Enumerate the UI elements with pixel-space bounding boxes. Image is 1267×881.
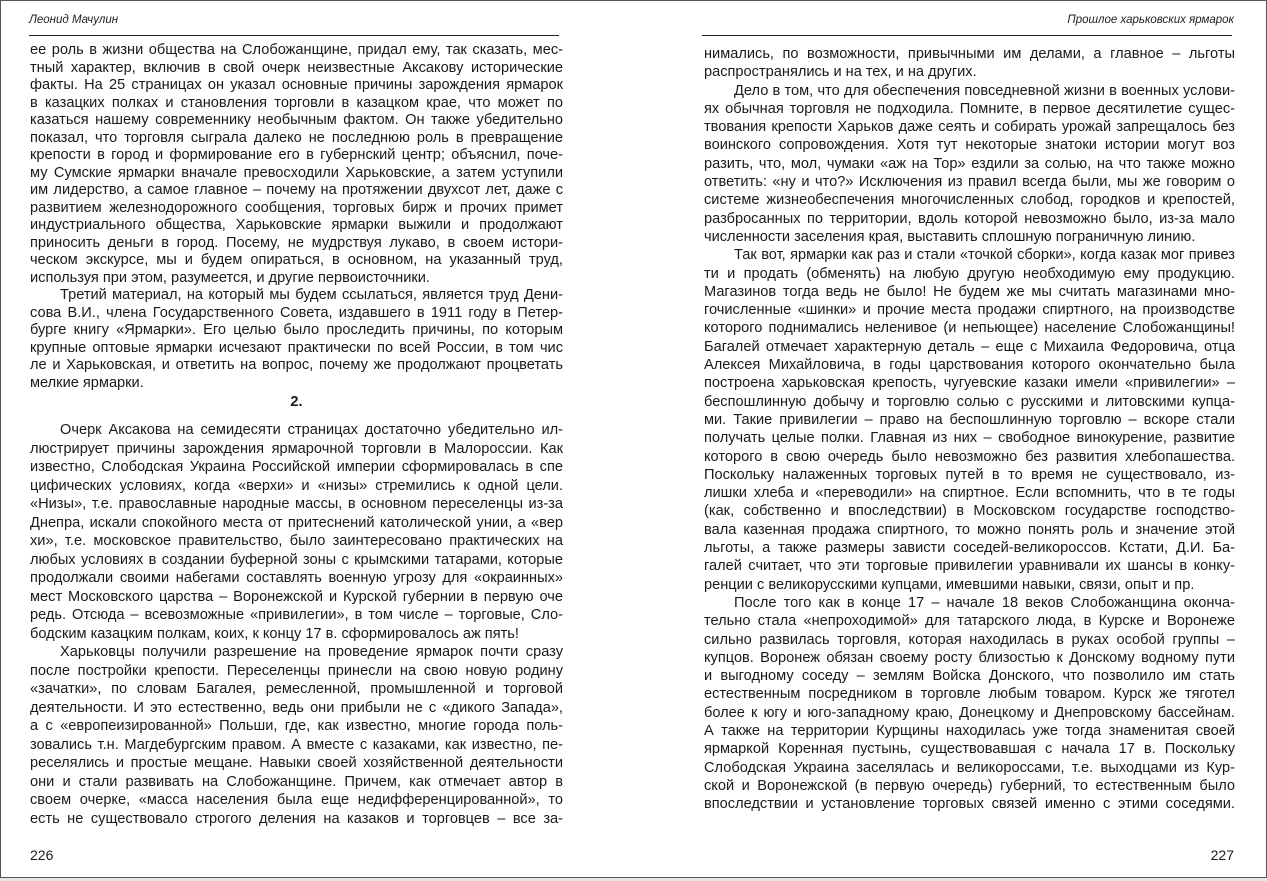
page-number: 227 (1210, 847, 1234, 863)
text-line: в казацких полках и становления торговли в казацком крае, что может по (30, 94, 563, 111)
text-line: Так вот, ярмарки как раз и стали «точкой сборки», когда казак мог привез (734, 247, 1235, 264)
text-line: (как, собственно и впоследствии) в Московском государстве господство- (704, 503, 1235, 520)
text-line: ее роль в жизни общества на Слобожанщине, придал ему, так сказать, мес- (30, 42, 563, 58)
text-line: Днепра, искали спокойного места от притеснений католической унии, а «вер (30, 514, 563, 531)
paragraph (704, 82, 1235, 247)
text-line: известно, Слободская Украина Российской империи сформировалась в спе (30, 459, 563, 475)
text-line: казаться нашему современнику необычным фактом. Он также убедительно (30, 112, 563, 128)
text-line: разить, что, мол, чумаки «аж на Тор» ездили за солью, на что также можно (704, 155, 1235, 172)
text-line: ческом экскурсе, мы и будем опираться, в основном, на указанный труд, (30, 252, 563, 268)
text-line: гочисленные «шинки» и прочие места продажи спиртного, на производстве (704, 302, 1235, 319)
text-line: своем очерке, «масса населения была еще недифференцированной», то (30, 792, 563, 808)
text-line: получать целые полки. Главная из них – свободное винокурение, развитие (704, 430, 1235, 447)
text-line: лишки хлеба и «переводили» на спиртное. Если вспомнить, что в те годы (704, 485, 1235, 502)
text-line: развитием железнодорожного сообщения, торговых бирж и прочих примет (30, 199, 563, 216)
text-line: системе жизнеобеспечения многочисленных слобод, городков и крепостей, (704, 192, 1235, 209)
text-line: более к югу и юго-западному краю, Донецкому и Днепровскому бассейнам. (704, 704, 1235, 721)
text-line: реселялись и простые мещане. Навыки своей хозяйственной деятельности (30, 755, 563, 771)
text-line: и выгодному соседу – землям Войска Донского, что позволило им стать (704, 668, 1235, 685)
running-head-author: Леонид Мачулин (29, 14, 119, 26)
text-line: факты. На 25 страницах он указал основные причины зарождения ярмарок (30, 77, 563, 93)
text-line: бодским казацким полкам, коих, к концу 17 в. сформировалось аж пять! (30, 625, 519, 642)
text-line: они и стали развивать на Слобожанщине. Причем, как отмечает автор в (30, 773, 563, 790)
text-line: крупные оптовые ярмарки исчезают практически по всей России, в том чис (30, 339, 563, 356)
text-line: купцов. Воронеж обязан своему росту близостью к Донскому водному пути (704, 649, 1235, 666)
text-line: Слободская Украина заселялась и великороссами, т.е. выходцами из Кур- (704, 759, 1235, 776)
text-line: показал, что торговля сыграла далеко не последнюю роль в превращение (30, 129, 563, 146)
text-line: ской и Воронежской (в первую очередь) губерний, то естественным было (704, 777, 1235, 794)
text-line: им лидерство, а самое главное – почему на протяжении двухсот лет, даже с (30, 182, 563, 198)
text-line: после постройки крепости. Переселенцы принесли на свою новую родину (30, 662, 563, 679)
page-right (668, 1, 1266, 877)
text-line: льготы, а также размеры зависти соседей-великороссов. Кстати, Д.И. Ба- (704, 540, 1235, 557)
text-line: вала казенная продажа спиртного, то можно понять роль и значение этой (704, 521, 1235, 538)
text-line: ях обычная торговля не подходила. Помните, в первое десятилетие сущес- (704, 100, 1235, 117)
text-line: ти и продать (обменять) на любую другую необходимую ему продукцию. (704, 265, 1235, 282)
text-line: естественным посредником в торговле любым товаром. Курск же тяготел (704, 686, 1235, 703)
text-line: мелкие ярмарки. (30, 374, 144, 391)
text-line: бурге книгу «Ярмарки». Его целью было проследить причины, по которым (30, 322, 563, 338)
text-line: ответить: «ну и что?» Исключения из правил всегда были, мы же говорим о (704, 174, 1235, 191)
text-line: впоследствии и установление торговых связей именно с этими соседями. (704, 796, 1235, 813)
text-line: Харьковцы получили разрешение на проведение ярмарок почти сразу (60, 644, 563, 660)
text-body-lower (30, 421, 563, 828)
text-line: ле и Харьковская, и ответить на вопрос, почему же продолжают процветать (30, 357, 563, 373)
text-line: цифических условиях, когда «верхи» и «низы» стремились к одной цели. (30, 477, 563, 494)
text-line: ренции с великорусскими купцами, имевшими навыки, связи, опыт и пр. (704, 576, 1195, 593)
text-body (704, 45, 1235, 813)
paragraph (30, 643, 563, 828)
text-line: деятельности. И это естественно, ведь они прибыли не с «дикого Запада», (30, 699, 563, 716)
text-line: люстрирует причины зарождения ярмарочной торговли в Малороссии. Как (30, 440, 563, 457)
text-line: Поскольку налаженных торговых путей в то время не существовало, из- (704, 466, 1235, 483)
text-line: хи», т.е. московское правительство, было заинтересовано практических на (30, 533, 563, 549)
text-line: распространялись и на тех, и на других. (704, 64, 977, 81)
paragraph (30, 421, 563, 643)
page-left (1, 1, 601, 877)
text-line: воинского сопровождения. Хотя тут некоторые знатоки истории могут воз (704, 137, 1235, 154)
text-line: приносить деньги в город. Посему, не мудрствуя лукаво, в своем истори- (30, 234, 563, 251)
text-line: любых условиях в создании буферной зоны с крымскими татарами, которые (30, 551, 563, 568)
text-line: Магазинов тогда ведь не было! Не будем же мы считать магазинами мно- (704, 283, 1235, 300)
text-line: Алексея Михайловича, в годы царствования которого окончательно была (704, 357, 1235, 374)
text-line: нимались, по возможности, привычными им делами, а главное – льготы (704, 46, 1235, 62)
section-number: 2. (290, 394, 303, 410)
text-line: разбросанных по территории, вдоль которой невозможно было, из-за мало (704, 210, 1235, 227)
text-line: тельно стала «непроходимой» для татарского люда, в Курске и Воронеже (704, 613, 1235, 630)
paragraph (30, 287, 563, 392)
text-line: сова В.И., члена Государственного Совета, издавшего в 1911 году в Петер- (30, 304, 563, 321)
header-rule (29, 35, 559, 36)
text-line: ярмаркой Коренная пустынь, существовавшая с начала 17 в. Поскольку (704, 741, 1235, 758)
header-rule (702, 35, 1232, 36)
paragraph (30, 42, 563, 287)
text-line: численности заселения края, выставить сплошную пограничную линию. (704, 228, 1196, 245)
text-body-upper (30, 42, 563, 392)
text-line: которого в свою очередь было невозможно без развития хлебопашества. (704, 448, 1235, 465)
text-line: тный характер, включив в свой очерк неизвестные Аксакову исторические (30, 59, 563, 76)
text-line: беспошлинную добычу и торговлю солью с русскими и литовскими купца- (704, 393, 1235, 410)
text-line: построена харьковская крепость, чугуевские казаки имели «привилегии» – (704, 375, 1235, 392)
text-line: мест Московского царства – Воронежской и Курской губернии в первую оче (30, 588, 563, 605)
text-line: ми. Такие привилегии – право на беспошлинную торговлю – вскоре стали (704, 411, 1235, 428)
text-line: используя при этом, разумеется, и другие первоисточники. (30, 269, 430, 286)
text-line: индустриального общества, Харьковские ярмарки выжили и продолжают (30, 217, 563, 233)
text-line: твования крепости Харьков даже сеять и собирать урожай запрещалось без (704, 119, 1235, 136)
text-line: «Низы», т.е. православные народные массы, в основном переселенцы из-за (30, 496, 563, 512)
text-line: крепости в город и формирование его в губернский центр; объяснил, поче- (30, 147, 563, 163)
text-line: «зачатки», по словам Багалея, ремесленной, промышленной и торговой (30, 681, 563, 697)
text-line: редь. Отсюда – всевозможные «привилегии», в том числе – торговые, Сло- (30, 607, 563, 623)
paragraph (704, 45, 1235, 82)
text-line: продолжали своими набегами составлять военную угрозу для «окраинных» (30, 570, 563, 586)
paragraph (704, 246, 1235, 594)
text-line: Дело в том, что для обеспечения повседневной жизни в военных услови- (734, 82, 1235, 99)
page-number: 226 (30, 847, 54, 863)
text-line: галей считает, что эти торговые привилегии уравнивали их шансы в конку- (704, 558, 1235, 575)
running-head-title: Прошлое харьковских ярмарок (1067, 14, 1234, 26)
text-line: После того как в конце 17 – начале 18 веков Слобожанщина оконча- (734, 594, 1235, 611)
text-line: которого поднимались неленивое (и непьющее) население Слобожанщины! (704, 320, 1235, 337)
text-line: сильно развилась торговля, которая находилась в руках особой группы – (704, 631, 1235, 648)
text-line: Очерк Аксакова на семидесяти страницах достаточно убедительно ил- (60, 422, 563, 438)
paragraph (704, 594, 1235, 814)
text-line: есть не существовало строгого деления на казаков и торговцев – все за- (30, 810, 563, 827)
text-line: А также на территории Курщины находилась уже тогда знаменитая своей (704, 722, 1235, 739)
text-line: зовались т.н. Магдебургским правом. А вместе с казаками, как известно, пе- (30, 736, 563, 753)
text-line: Третий материал, на который мы будем ссылаться, является труд Дени- (60, 287, 563, 303)
text-line: му Сумские ярмарки вначале превосходили Харьковские, а затем уступили (30, 164, 563, 181)
text-line: а с «европеизированной» Польши, где, как известно, многие города поль- (30, 718, 563, 734)
text-line: Багалей отмечает характерную деталь – еще с Михаила Федоровича, отца (704, 338, 1235, 355)
